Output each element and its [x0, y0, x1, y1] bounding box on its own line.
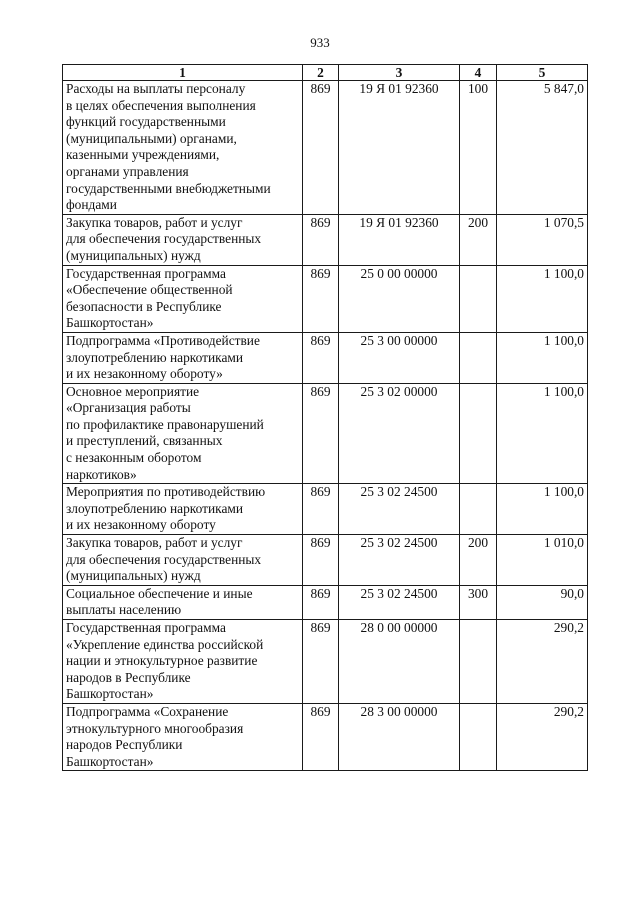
row-name-line: выплаты населению — [66, 602, 182, 618]
row-name-line: Подпрограмма «Сохранение — [66, 703, 229, 719]
row-name-cell — [63, 620, 303, 704]
row-name-line: Социальное обеспечение и иные — [66, 585, 253, 601]
row-amount-cell: 290,2 — [497, 703, 588, 770]
row-name-line: Башкортостан» — [66, 753, 154, 769]
row-target-article-cell: 25 3 02 24500 — [339, 484, 460, 535]
row-expense-type-cell: 300 — [460, 585, 497, 619]
row-name-cell — [63, 214, 303, 265]
row-amount-cell: 1 100,0 — [497, 484, 588, 535]
row-code-cell: 869 — [303, 484, 339, 535]
table-row — [63, 620, 588, 704]
row-name-line: нации и этнокультурное развитие — [66, 653, 258, 669]
row-name-line: и их незаконному обороту» — [66, 366, 223, 382]
table-row — [63, 535, 588, 586]
row-amount-cell: 90,0 — [497, 585, 588, 619]
row-expense-type-cell — [460, 383, 497, 484]
row-name-line: Мероприятия по противодействию — [66, 484, 266, 500]
row-code-cell: 869 — [303, 81, 339, 215]
row-target-article-cell: 28 3 00 00000 — [339, 703, 460, 770]
row-expense-type-cell — [460, 265, 497, 332]
table-row — [63, 585, 588, 619]
header-col-4: 4 — [460, 65, 497, 81]
row-code-cell: 869 — [303, 332, 339, 383]
row-code-cell: 869 — [303, 703, 339, 770]
row-expense-type-cell: 200 — [460, 214, 497, 265]
table-body — [63, 81, 588, 771]
table-row — [63, 81, 588, 215]
row-code-cell: 869 — [303, 585, 339, 619]
page-number: 933 — [310, 35, 330, 50]
row-name-line: «Обеспечение общественной — [66, 282, 233, 298]
row-expense-type-cell: 200 — [460, 535, 497, 586]
row-name-line: злоупотреблению наркотиками — [66, 349, 244, 365]
row-expense-type-cell — [460, 332, 497, 383]
header-col-1: 1 — [63, 65, 303, 81]
row-code-cell: 869 — [303, 535, 339, 586]
row-name-cell — [63, 265, 303, 332]
row-name-line: злоупотреблению наркотиками — [66, 500, 244, 516]
row-expense-type-cell — [460, 703, 497, 770]
row-name-line: государственными внебюджетными — [66, 180, 271, 196]
row-name-line: Закупка товаров, работ и услуг — [66, 535, 243, 551]
row-name-line: функций государственными — [66, 114, 226, 130]
row-target-article-cell: 28 0 00 00000 — [339, 620, 460, 704]
header-col-2: 2 — [303, 65, 339, 81]
row-amount-cell: 290,2 — [497, 620, 588, 704]
row-name-line: казенными учреждениями, — [66, 147, 220, 163]
row-target-article-cell: 25 3 02 24500 — [339, 585, 460, 619]
row-target-article-cell: 19 Я 01 92360 — [339, 81, 460, 215]
row-name-line: (муниципальных) нужд — [66, 247, 201, 263]
row-name-line: народов в Республике — [66, 669, 191, 685]
row-name-line: народов Республики — [66, 737, 183, 753]
table-row — [63, 383, 588, 484]
row-name-cell — [63, 703, 303, 770]
row-name-line: Подпрограмма «Противодействие — [66, 332, 260, 348]
row-expense-type-cell: 100 — [460, 81, 497, 215]
row-name-line: Расходы на выплаты персоналу — [66, 81, 246, 96]
row-name-line: в целях обеспечения выполнения — [66, 97, 256, 113]
row-code-cell: 869 — [303, 265, 339, 332]
table-row — [63, 214, 588, 265]
row-name-cell — [63, 332, 303, 383]
row-name-line: с незаконным оборотом — [66, 450, 202, 466]
row-name-line: Государственная программа — [66, 265, 226, 281]
row-code-cell: 869 — [303, 383, 339, 484]
row-name-line: Башкортостан» — [66, 686, 154, 702]
row-name-line: «Организация работы — [66, 400, 191, 416]
row-amount-cell: 1 100,0 — [497, 332, 588, 383]
row-name-line: и их незаконному обороту — [66, 517, 216, 533]
table-row — [63, 265, 588, 332]
row-name-line: этнокультурного многообразия — [66, 720, 244, 736]
row-name-line: и преступлений, связанных — [66, 433, 223, 449]
row-target-article-cell: 19 Я 01 92360 — [339, 214, 460, 265]
row-name-line: Башкортостан» — [66, 315, 154, 331]
row-amount-cell: 1 070,5 — [497, 214, 588, 265]
header-col-5: 5 — [497, 65, 588, 81]
row-name-line: безопасности в Республике — [66, 298, 222, 314]
row-name-line: для обеспечения государственных — [66, 551, 262, 567]
row-name-line: Основное мероприятие — [66, 383, 200, 399]
row-target-article-cell: 25 3 02 00000 — [339, 383, 460, 484]
row-name-line: (муниципальных) нужд — [66, 568, 201, 584]
row-name-line: Закупка товаров, работ и услуг — [66, 214, 243, 230]
row-name-line: «Укрепление единства российской — [66, 636, 264, 652]
row-name-cell — [63, 585, 303, 619]
budget-table — [62, 64, 588, 771]
row-amount-cell: 1 010,0 — [497, 535, 588, 586]
table-header — [63, 65, 588, 81]
row-name-line: (муниципальными) органами, — [66, 130, 237, 146]
row-amount-cell: 5 847,0 — [497, 81, 588, 215]
row-name-line: по профилактике правонарушений — [66, 416, 264, 432]
row-code-cell: 869 — [303, 214, 339, 265]
row-name-line: для обеспечения государственных — [66, 231, 262, 247]
row-name-cell — [63, 484, 303, 535]
table-row — [63, 703, 588, 770]
row-code-cell: 869 — [303, 620, 339, 704]
row-expense-type-cell — [460, 484, 497, 535]
header-col-3: 3 — [339, 65, 460, 81]
row-target-article-cell: 25 0 00 00000 — [339, 265, 460, 332]
row-name-line: фондами — [66, 197, 117, 213]
row-amount-cell: 1 100,0 — [497, 265, 588, 332]
row-target-article-cell: 25 3 00 00000 — [339, 332, 460, 383]
row-amount-cell: 1 100,0 — [497, 383, 588, 484]
table-row — [63, 484, 588, 535]
header-row — [63, 65, 588, 81]
row-name-cell — [63, 383, 303, 484]
row-name-cell — [63, 81, 303, 215]
row-expense-type-cell — [460, 620, 497, 704]
row-name-cell — [63, 535, 303, 586]
table-row — [63, 332, 588, 383]
row-name-line: наркотиков» — [66, 466, 137, 482]
row-name-line: органами управления — [66, 163, 189, 179]
row-target-article-cell: 25 3 02 24500 — [339, 535, 460, 586]
row-name-line: Государственная программа — [66, 620, 226, 635]
